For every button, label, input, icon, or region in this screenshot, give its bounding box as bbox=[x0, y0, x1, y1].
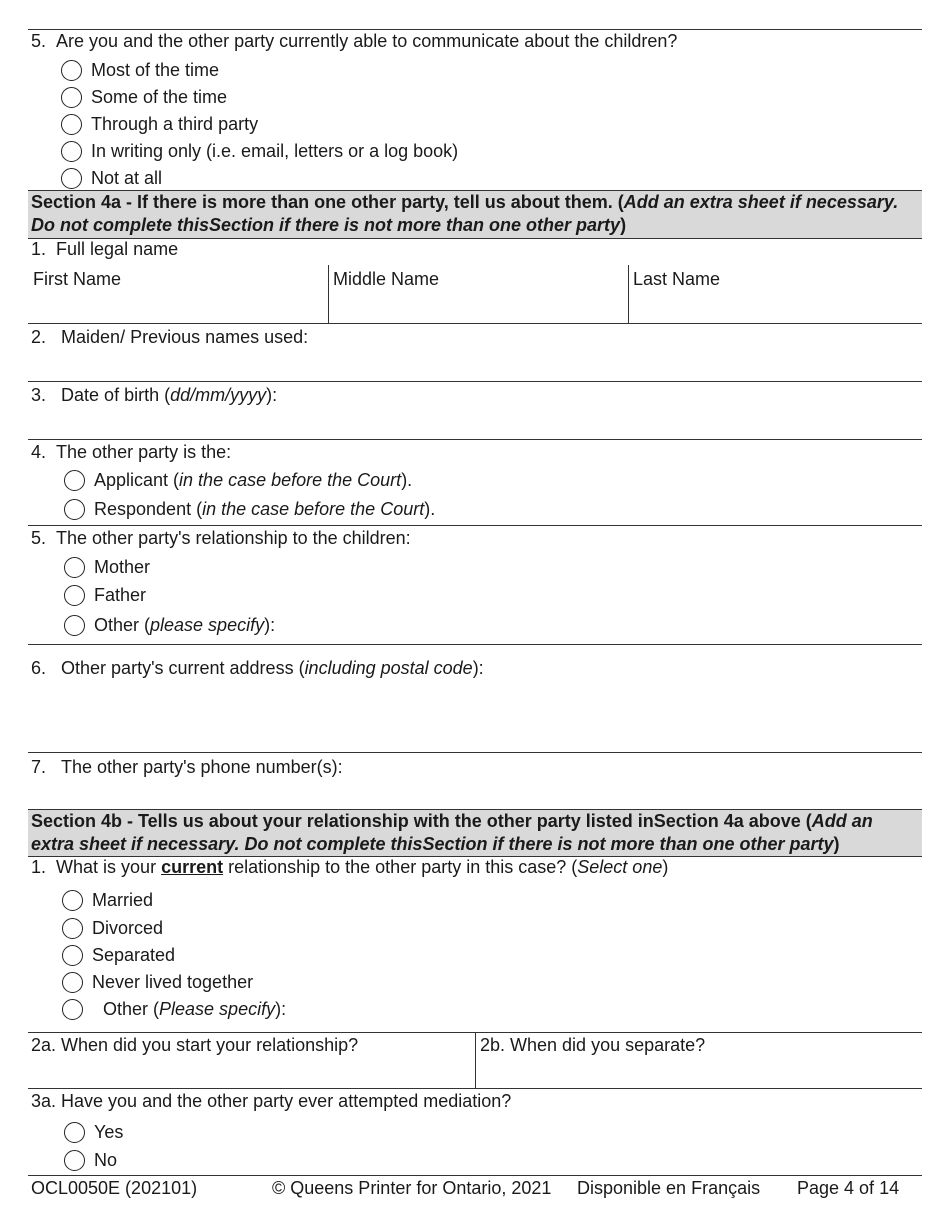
first-name-label: First Name bbox=[33, 269, 122, 289]
radio-never-lived-together[interactable] bbox=[62, 972, 83, 993]
divorced-label: Divorced bbox=[92, 918, 164, 938]
other-relationship-type-input[interactable] bbox=[300, 996, 920, 1022]
married-label: Married bbox=[92, 890, 154, 910]
address-input[interactable] bbox=[28, 682, 922, 750]
radio-mother[interactable] bbox=[64, 557, 85, 578]
divider bbox=[28, 381, 922, 382]
previous-names-label: 2. Maiden/ Previous names used: bbox=[31, 327, 309, 347]
radio-other-relationship[interactable] bbox=[64, 615, 85, 636]
other-party-role-label: 4. The other party is the: bbox=[31, 442, 232, 462]
other-relationship-type-label: Other (Please specify): bbox=[103, 999, 287, 1019]
radio-some-of-time[interactable] bbox=[61, 87, 82, 108]
applicant-label: Applicant (in the case before the Court). bbox=[94, 470, 413, 490]
option-label: In writing only (i.e. email, letters or a log book) bbox=[91, 141, 459, 161]
option-label: Some of the time bbox=[91, 87, 228, 107]
divider bbox=[28, 1088, 922, 1089]
relationship-start-input[interactable] bbox=[28, 1058, 474, 1087]
section-4b-title: Section 4b - Tells us about your relationship with the other party listed inSection 4a above (Add an extra sheet if necessary. Do not complete thisSection if there is not more than one other party) bbox=[31, 811, 873, 854]
date-of-birth-label: 3. Date of birth (dd/mm/yyyy): bbox=[31, 385, 278, 405]
question-communicate: 5. Are you and the other party currently able to communicate about the children? bbox=[31, 31, 678, 51]
separation-date-input[interactable] bbox=[476, 1058, 922, 1087]
separation-date-label: 2b. When did you separate? bbox=[480, 1035, 706, 1055]
relationship-start-label: 2a. When did you start your relationship? bbox=[31, 1035, 359, 1055]
date-of-birth-input[interactable] bbox=[28, 408, 922, 438]
relationship-children-label: 5. The other party's relationship to the children: bbox=[31, 528, 411, 548]
divider bbox=[28, 525, 922, 526]
respondent-label: Respondent (in the case before the Court). bbox=[94, 499, 436, 519]
copyright: © Queens Printer for Ontario, 2021 bbox=[272, 1178, 552, 1198]
radio-other-relationship-type[interactable] bbox=[62, 999, 83, 1020]
radio-most-of-time[interactable] bbox=[61, 60, 82, 81]
mediation-yes-label: Yes bbox=[94, 1122, 124, 1142]
last-name-label: Last Name bbox=[633, 269, 721, 289]
phone-label: 7. The other party's phone number(s): bbox=[31, 757, 343, 777]
mediation-label: 3a. Have you and the other party ever attempted mediation? bbox=[31, 1091, 512, 1111]
full-legal-name-label: 1. Full legal name bbox=[31, 239, 179, 259]
option-label: Through a third party bbox=[91, 114, 259, 134]
radio-not-at-all[interactable] bbox=[61, 168, 82, 189]
middle-name-input[interactable] bbox=[329, 292, 628, 322]
form-id: OCL0050E (202101) bbox=[31, 1178, 198, 1198]
option-label: Most of the time bbox=[91, 60, 220, 80]
phone-input[interactable] bbox=[28, 780, 922, 808]
radio-married[interactable] bbox=[62, 890, 83, 911]
never-lived-together-label: Never lived together bbox=[92, 972, 254, 992]
divider bbox=[28, 752, 922, 753]
option-label: Not at all bbox=[91, 168, 163, 188]
current-relationship-label: 1. What is your current relationship to the other party in this case? (Select one) bbox=[31, 857, 669, 877]
section-4a-title: Section 4a - If there is more than one other party, tell us about them. (Add an extra sheet if necessary. Do not complete thisSection if there is not more than one other party) bbox=[31, 192, 899, 235]
page-number: Page 4 of 14 bbox=[797, 1178, 900, 1198]
radio-applicant[interactable] bbox=[64, 470, 85, 491]
father-label: Father bbox=[94, 585, 147, 605]
mediation-no-label: No bbox=[94, 1150, 118, 1170]
radio-father[interactable] bbox=[64, 585, 85, 606]
footer-divider bbox=[28, 1175, 922, 1176]
first-name-input[interactable] bbox=[28, 292, 328, 322]
radio-mediation-no[interactable] bbox=[64, 1150, 85, 1171]
other-relationship-input[interactable] bbox=[290, 613, 920, 639]
radio-respondent[interactable] bbox=[64, 499, 85, 520]
french-availability: Disponible en Français bbox=[577, 1178, 761, 1198]
separated-label: Separated bbox=[92, 945, 176, 965]
radio-writing-only[interactable] bbox=[61, 141, 82, 162]
other-relationship-label: Other (please specify): bbox=[94, 615, 276, 635]
last-name-input[interactable] bbox=[629, 292, 922, 322]
divider bbox=[28, 644, 922, 645]
previous-names-input[interactable] bbox=[28, 350, 922, 380]
address-label: 6. Other party's current address (including postal code): bbox=[31, 658, 484, 678]
radio-separated[interactable] bbox=[62, 945, 83, 966]
radio-third-party[interactable] bbox=[61, 114, 82, 135]
middle-name-label: Middle Name bbox=[333, 269, 440, 289]
mother-label: Mother bbox=[94, 557, 151, 577]
divider bbox=[28, 439, 922, 440]
radio-mediation-yes[interactable] bbox=[64, 1122, 85, 1143]
divider bbox=[28, 323, 922, 324]
radio-divorced[interactable] bbox=[62, 918, 83, 939]
